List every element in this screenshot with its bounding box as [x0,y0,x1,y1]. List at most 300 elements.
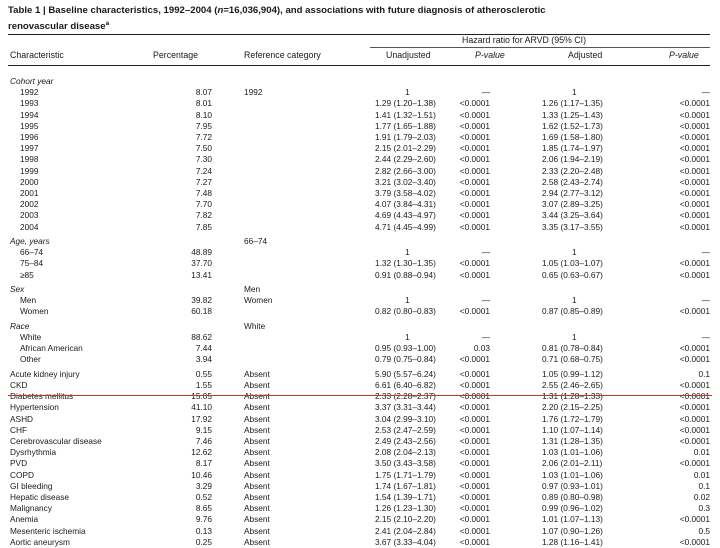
row-label: 1995 [20,120,39,131]
cell-unadjusted-hr: 2.08 (2.04–2.13) [375,447,436,458]
cell-p-value-adjusted: <0.0001 [679,154,710,165]
row-label: 1997 [20,143,39,154]
cell-p-value-adjusted: <0.0001 [679,98,710,109]
row-label: 2003 [20,210,39,221]
table-row [0,470,720,481]
cell-p-value-unadjusted: <0.0001 [459,306,490,317]
cell-adjusted-hr: 1.10 (1.07–1.14) [542,424,603,435]
header-p-value-adjusted: P-value [669,50,699,60]
cell-percentage: 9.76 [195,514,212,525]
cell-p-value-adjusted: <0.0001 [679,514,710,525]
cell-adjusted-hr: 1.76 (1.72–1.79) [542,413,603,424]
cell-p-value-adjusted: <0.0001 [679,165,710,176]
cell-p-value-unadjusted: <0.0001 [459,165,490,176]
cell-adjusted-hr: 1.31 (1.28–1.33) [542,391,603,402]
cell-p-value-adjusted: — [701,295,710,306]
cell-adjusted-hr: 1.03 (1.01–1.06) [542,469,603,480]
cell-p-value-unadjusted: <0.0001 [459,380,490,390]
cell-reference-category: Absent [244,436,270,446]
row-label: Hepatic disease [10,492,70,502]
table-row [0,514,720,525]
cell-percentage: 37.70 [191,258,212,269]
cell-unadjusted-hr: 2.33 (2.28–2.37) [375,391,436,402]
table-row [0,369,720,380]
cell-adjusted-hr: 1.07 (0.90–1.26) [542,525,603,536]
cell-p-value-unadjusted: <0.0001 [459,503,490,514]
cell-p-value-unadjusted: <0.0001 [459,143,490,154]
cell-reference-category: Absent [244,458,270,469]
title-line2: renovascular disease [8,21,106,33]
cell-p-value-adjusted: <0.0001 [679,210,710,221]
cell-reference-category: Absent [244,413,270,424]
row-label: Dysrhythmia [10,447,57,458]
cell-reference-category: Absent [244,525,270,536]
cell-p-value-adjusted: 0.1 [698,480,710,491]
row-label: Cerebrovascular disease [10,436,102,446]
cell-unadjusted-hr: 2.49 (2.43–2.56) [375,436,436,446]
cell-reference-category: Absent [244,380,270,390]
cell-adjusted-hr: 1.01 (1.07–1.13) [542,514,603,525]
cell-p-value-unadjusted: <0.0001 [459,469,490,480]
table-row [0,391,720,402]
row-label: African American [20,343,83,354]
cell-reference-category: Absent [244,492,270,502]
header-percentage: Percentage [153,50,198,60]
cell-p-value-adjusted: 0.1 [698,368,710,379]
table-row [0,436,720,447]
table-row [0,247,720,258]
cell-percentage: 0.55 [195,368,212,379]
cell-reference-category: Absent [244,402,270,413]
cell-unadjusted-hr: 3.67 (3.33–4.04) [375,536,436,547]
cell-p-value-adjusted: 0.01 [693,447,710,458]
cell-p-value-unadjusted: <0.0001 [459,402,490,413]
cell-adjusted-hr: 2.58 (2.43–2.74) [542,176,603,187]
cell-adjusted-hr: 1.33 (1.25–1.43) [542,109,603,120]
cell-unadjusted-hr: 3.79 (3.58–4.02) [375,188,436,198]
cell-reference-category: Absent [244,447,270,458]
row-label: 1993 [20,98,39,109]
table-row [0,98,720,109]
cell-p-value-unadjusted: <0.0001 [459,436,490,446]
table-row [0,210,720,221]
cell-adjusted-hr: 0.89 (0.80–0.98) [542,492,603,502]
cell-reference-category: Absent [244,368,270,379]
table-row [0,425,720,436]
cell-p-value-unadjusted: <0.0001 [459,120,490,131]
cell-unadjusted-hr: 1 [405,247,410,258]
row-label: CHF [10,424,28,435]
cell-unadjusted-hr: 5.90 (5.57–6.24) [375,368,436,379]
cell-p-value-adjusted: 0.5 [698,525,710,536]
table-row [0,537,720,548]
cell-adjusted-hr: 1.28 (1.16–1.41) [542,536,603,547]
cell-p-value-unadjusted: <0.0001 [459,391,490,402]
cell-p-value-unadjusted: <0.0001 [459,154,490,165]
cell-p-value-adjusted: 0.01 [693,469,710,480]
table-row [0,481,720,492]
cell-p-value-adjusted: <0.0001 [679,343,710,354]
header-hazard-ratio-group: Hazard ratio for ARVD (95% CI) [462,35,587,45]
cell-reference-category: Absent [244,503,270,514]
cell-p-value-unadjusted: — [481,87,490,98]
table-row [0,284,720,295]
cell-unadjusted-hr: 1.41 (1.32–1.51) [375,109,436,120]
row-label: 1996 [20,132,39,142]
cell-adjusted-hr: 1.05 (1.03–1.07) [542,258,603,269]
table-row [0,380,720,391]
cell-p-value-unadjusted: <0.0001 [459,514,490,525]
cell-reference-category: Women [244,295,273,306]
cell-p-value-adjusted: <0.0001 [679,132,710,142]
cell-p-value-unadjusted: <0.0001 [459,188,490,198]
cell-adjusted-hr: 1 [572,247,577,258]
cell-adjusted-hr: 2.94 (2.77–3.12) [542,188,603,198]
header-adjusted: Adjusted [568,50,603,60]
table-row [0,270,720,281]
cell-p-value-adjusted: <0.0001 [679,458,710,469]
cell-percentage: 8.65 [195,503,212,514]
header-p-value-unadjusted: P-value [475,50,505,60]
table-row [0,321,720,332]
cell-p-value-adjusted: <0.0001 [679,402,710,413]
row-label: Women [20,306,49,317]
table-row [0,402,720,413]
cell-percentage: 3.29 [195,480,212,491]
cell-p-value-unadjusted: <0.0001 [459,210,490,221]
table-row [0,166,720,177]
cell-p-value-unadjusted: <0.0001 [459,109,490,120]
cell-adjusted-hr: 3.44 (3.25–3.64) [542,210,603,221]
row-label: GI bleeding [10,480,53,491]
cell-p-value-adjusted: — [701,332,710,342]
row-label: 2002 [20,199,39,210]
cell-percentage: 3.94 [195,354,212,365]
table-row [0,76,720,87]
cell-reference-category: Absent [244,469,270,480]
cell-percentage: 8.01 [195,98,212,109]
cell-p-value-adjusted: <0.0001 [679,391,710,402]
cell-unadjusted-hr: 1.91 (1.79–2.03) [375,132,436,142]
cell-reference-category: Men [244,284,261,294]
title-prefix: Table 1 | Baseline characteristics, 1992–2004 ( [8,5,218,16]
row-label: 2004 [20,221,39,232]
table-row [0,199,720,210]
row-label: Other [20,354,41,365]
cell-p-value-adjusted: <0.0001 [679,120,710,131]
table-title [8,4,708,33]
cell-percentage: 60.18 [191,306,212,317]
cell-unadjusted-hr: 1.75 (1.71–1.79) [375,469,436,480]
cell-reference-category: White [244,320,266,331]
title-superscript: a [105,20,110,27]
table-row [0,188,720,199]
row-label: Age, years [10,236,50,246]
cell-percentage: 17.92 [191,413,212,424]
table-row [0,87,720,98]
cell-unadjusted-hr: 2.15 (2.01–2.29) [375,143,436,154]
table-row [0,503,720,514]
cell-adjusted-hr: 1.26 (1.17–1.35) [542,98,603,109]
table-row [0,132,720,143]
cell-percentage: 7.85 [195,221,212,232]
row-label: Men [20,295,37,306]
cell-unadjusted-hr: 1.26 (1.23–1.30) [375,503,436,514]
row-label: CKD [10,380,28,390]
cell-adjusted-hr: 1.05 (0.99–1.12) [542,368,603,379]
cell-p-value-adjusted: <0.0001 [679,109,710,120]
cell-unadjusted-hr: 0.79 (0.75–0.84) [375,354,436,365]
cell-percentage: 1.55 [195,380,212,390]
cell-p-value-adjusted: — [701,247,710,258]
cell-p-value-unadjusted: — [481,332,490,342]
table-row [0,110,720,121]
cell-percentage: 0.13 [195,525,212,536]
cell-p-value-adjusted: <0.0001 [679,536,710,547]
cell-percentage: 7.48 [195,188,212,198]
cell-p-value-unadjusted: <0.0001 [459,525,490,536]
cell-p-value-unadjusted: <0.0001 [459,413,490,424]
cell-unadjusted-hr: 1.29 (1.20–1.38) [375,98,436,109]
cell-p-value-adjusted: 0.02 [693,492,710,502]
table-row [0,258,720,269]
cell-p-value-adjusted: 0.3 [698,503,710,514]
cell-adjusted-hr: 1 [572,295,577,306]
cell-unadjusted-hr: 1.77 (1.65–1.88) [375,120,436,131]
cell-percentage: 8.07 [195,87,212,98]
cell-p-value-adjusted: <0.0001 [679,380,710,390]
cell-p-value-unadjusted: <0.0001 [459,536,490,547]
cell-p-value-adjusted: <0.0001 [679,221,710,232]
cell-unadjusted-hr: 1 [405,332,410,342]
table-row [0,306,720,317]
table-row [0,414,720,425]
cell-percentage: 7.44 [195,343,212,354]
cell-p-value-unadjusted: — [481,295,490,306]
cell-reference-category: 1992 [244,87,263,98]
cell-p-value-adjusted: <0.0001 [679,269,710,280]
cell-p-value-adjusted: <0.0001 [679,413,710,424]
cell-p-value-unadjusted: <0.0001 [459,199,490,210]
cell-unadjusted-hr: 2.44 (2.29–2.60) [375,154,436,165]
row-label: Cohort year [10,76,54,86]
cell-p-value-unadjusted: <0.0001 [459,480,490,491]
row-label: Diabetes mellitus [10,391,74,402]
table-row [0,447,720,458]
cell-unadjusted-hr: 1.54 (1.39–1.71) [375,492,436,502]
cell-unadjusted-hr: 2.15 (2.10–2.20) [375,514,436,525]
cell-percentage: 0.52 [195,492,212,502]
row-label: 66–74 [20,247,44,258]
cell-adjusted-hr: 1 [572,87,577,98]
cell-unadjusted-hr: 2.53 (2.47–2.59) [375,424,436,435]
cell-adjusted-hr: 0.71 (0.68–0.75) [542,354,603,365]
cell-p-value-adjusted: <0.0001 [679,306,710,317]
row-label: Sex [10,284,25,294]
row-label: 2000 [20,176,39,187]
cell-adjusted-hr: 3.07 (2.89–3.25) [542,199,603,210]
row-label: Acute kidney injury [10,368,80,379]
table-row [0,222,720,233]
row-label: PVD [10,458,28,469]
cell-adjusted-hr: 1.85 (1.74–1.97) [542,143,603,154]
cell-adjusted-hr: 2.06 (2.01–2.11) [542,458,603,469]
cell-adjusted-hr: 0.97 (0.93–1.01) [542,480,603,491]
cell-adjusted-hr: 0.65 (0.63–0.67) [542,269,603,280]
header-unadjusted: Unadjusted [386,50,431,60]
row-label: COPD [10,469,34,480]
cell-percentage: 0.25 [195,536,212,547]
cell-percentage: 48.89 [191,247,212,258]
cell-unadjusted-hr: 3.37 (3.31–3.44) [375,402,436,413]
cell-p-value-unadjusted: 0.03 [473,343,490,354]
cell-unadjusted-hr: 1.74 (1.67–1.81) [375,480,436,491]
cell-p-value-adjusted: <0.0001 [679,436,710,446]
cell-percentage: 88.62 [191,332,212,342]
cell-adjusted-hr: 0.99 (0.96–1.02) [542,503,603,514]
cell-adjusted-hr: 2.06 (1.94–2.19) [542,154,603,165]
table-row [0,492,720,503]
row-label: ASHD [10,413,34,424]
cell-percentage: 39.82 [191,295,212,306]
cell-adjusted-hr: 1.03 (1.01–1.06) [542,447,603,458]
row-label: White [20,332,42,342]
cell-adjusted-hr: 1.69 (1.58–1.80) [542,132,603,142]
title-suffix: =16,036,904), and associations with future diagnosis of atherosclerotic [223,5,546,16]
cell-percentage: 7.27 [195,176,212,187]
table-row [0,143,720,154]
cell-p-value-adjusted: — [701,87,710,98]
cell-unadjusted-hr: 0.82 (0.80–0.83) [375,306,436,317]
cell-percentage: 41.10 [191,402,212,413]
top-rule [8,34,710,35]
cell-percentage: 7.95 [195,120,212,131]
table-row [0,458,720,469]
cell-reference-category: Absent [244,391,270,402]
cell-adjusted-hr: 1 [572,332,577,342]
cell-percentage: 7.50 [195,143,212,154]
row-label: 1992 [20,87,39,98]
cell-p-value-adjusted: <0.0001 [679,424,710,435]
cell-p-value-adjusted: <0.0001 [679,143,710,154]
table-row [0,295,720,306]
cell-p-value-adjusted: <0.0001 [679,188,710,198]
cell-percentage: 12.62 [191,447,212,458]
cell-adjusted-hr: 2.20 (2.15–2.25) [542,402,603,413]
row-label: Race [10,320,30,331]
cell-percentage: 10.46 [191,469,212,480]
cell-p-value-unadjusted: <0.0001 [459,458,490,469]
cell-unadjusted-hr: 2.41 (2.04–2.84) [375,525,436,536]
cell-adjusted-hr: 0.81 (0.78–0.84) [542,343,603,354]
table-row [0,343,720,354]
cell-p-value-unadjusted: <0.0001 [459,354,490,365]
cell-adjusted-hr: 3.35 (3.17–3.55) [542,221,603,232]
row-label: 1998 [20,154,39,165]
row-label: 1999 [20,165,39,176]
cell-p-value-unadjusted: <0.0001 [459,98,490,109]
row-label: Malignancy [10,503,52,514]
row-label: Mesenteric ischemia [10,525,86,536]
cell-unadjusted-hr: 4.07 (3.84–4.31) [375,199,436,210]
row-label: Hypertension [10,402,59,413]
cell-reference-category: Absent [244,514,270,525]
cell-p-value-adjusted: <0.0001 [679,258,710,269]
cell-adjusted-hr: 1.62 (1.52–1.73) [542,120,603,131]
header-characteristic: Characteristic [10,50,64,60]
cell-percentage: 9.15 [195,424,212,435]
cell-p-value-unadjusted: <0.0001 [459,368,490,379]
cell-p-value-unadjusted: <0.0001 [459,269,490,280]
cell-p-value-unadjusted: <0.0001 [459,492,490,502]
table-row [0,177,720,188]
cell-unadjusted-hr: 3.21 (3.02–3.40) [375,176,436,187]
cell-p-value-unadjusted: <0.0001 [459,258,490,269]
row-label: 1994 [20,109,39,120]
table-row [0,526,720,537]
cell-percentage: 13.41 [191,269,212,280]
cell-p-value-unadjusted: <0.0001 [459,221,490,232]
header-rule [8,65,710,66]
cell-unadjusted-hr: 2.82 (2.66–3.00) [375,165,436,176]
cell-unadjusted-hr: 1 [405,87,410,98]
cell-percentage: 7.46 [195,436,212,446]
cell-p-value-adjusted: <0.0001 [679,199,710,210]
cell-p-value-unadjusted: <0.0001 [459,176,490,187]
cell-adjusted-hr: 2.55 (2.46–2.65) [542,380,603,390]
row-label: ≥85 [20,269,34,280]
cell-unadjusted-hr: 0.91 (0.88–0.94) [375,269,436,280]
table-row [0,121,720,132]
cell-reference-category: Absent [244,536,270,547]
cell-reference-category: Absent [244,480,270,491]
cell-unadjusted-hr: 0.95 (0.93–1.00) [375,343,436,354]
cell-adjusted-hr: 0.87 (0.85–0.89) [542,306,603,317]
cell-reference-category: 66–74 [244,236,268,246]
header-reference-category: Reference category [244,50,321,60]
cell-percentage: 7.24 [195,165,212,176]
cell-percentage: 8.17 [195,458,212,469]
table-row [0,236,720,247]
cell-reference-category: Absent [244,424,270,435]
cell-unadjusted-hr: 4.69 (4.43–4.97) [375,210,436,221]
header-group-underline [370,47,710,48]
cell-p-value-unadjusted: — [481,247,490,258]
cell-p-value-unadjusted: <0.0001 [459,132,490,142]
cell-percentage: 7.30 [195,154,212,165]
cell-percentage: 7.70 [195,199,212,210]
row-label: 2001 [20,188,39,198]
row-label: Anemia [10,514,39,525]
cell-unadjusted-hr: 1.32 (1.30–1.35) [375,258,436,269]
cell-p-value-adjusted: <0.0001 [679,354,710,365]
title-n: n [217,5,224,16]
cell-percentage: 8.10 [195,109,212,120]
cell-unadjusted-hr: 1 [405,295,410,306]
cell-unadjusted-hr: 6.61 (6.40–6.82) [375,380,436,390]
cell-percentage: 7.82 [195,210,212,221]
cell-p-value-unadjusted: <0.0001 [459,447,490,458]
cell-p-value-unadjusted: <0.0001 [459,424,490,435]
table-row [0,354,720,365]
row-label: Aortic aneurysm [10,536,70,547]
cell-percentage: 7.72 [195,132,212,142]
red-highlight-line [8,395,712,396]
cell-percentage: 15.05 [191,391,212,402]
cell-adjusted-hr: 1.31 (1.28–1.35) [542,436,603,446]
cell-unadjusted-hr: 3.04 (2.99–3.10) [375,413,436,424]
cell-p-value-adjusted: <0.0001 [679,176,710,187]
